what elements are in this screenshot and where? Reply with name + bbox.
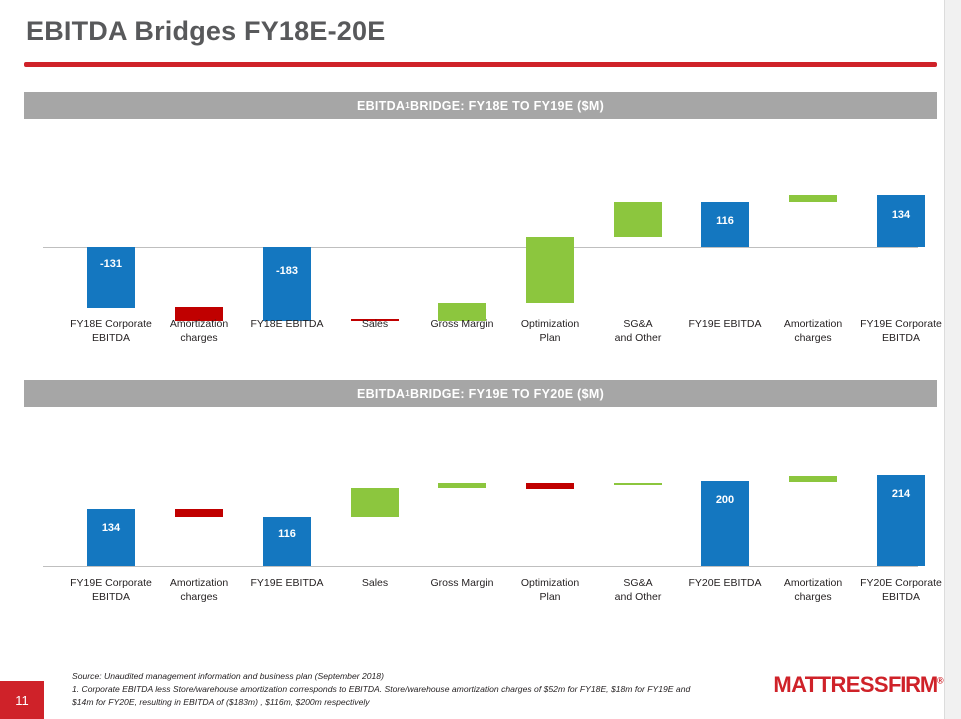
- chart-2-bar-label-fy20e-ebitda: 200: [715, 494, 735, 506]
- chart-2-zero-axis: [43, 566, 918, 567]
- chart-2-bar-gross-margin[interactable]: [438, 483, 486, 488]
- chart-2-category-label-9: FY20E Corporate EBITDA: [860, 577, 942, 604]
- chart-2-title-main: EBITDA: [356, 386, 406, 401]
- chart-1-title-footnote-marker: 1: [405, 101, 411, 110]
- chart-1-category-label-2: FY18E EBITDA: [250, 318, 324, 330]
- chart-1-bar-label-fy18e-corporate-ebitda: -131: [99, 258, 123, 270]
- chart-2-category-label-7: FY20E EBITDA: [688, 577, 762, 589]
- logo-registered-mark: ®: [936, 675, 943, 686]
- chart-2-title-footnote-marker: 1: [405, 389, 411, 398]
- footnote-line: 1. Corporate EBITDA less Store/warehouse amortization corresponds to EBITDA. Store/warehouse amortization charges of $52m for FY18E, $18m for FY19E and $14m for FY20E, resulting in EBITDA of ($183m) , $116m, $200m respectively: [72, 683, 691, 707]
- page-number-badge: 11: [0, 681, 44, 719]
- chart-2-plot: [24, 415, 942, 610]
- chart-1-bar-label-fy18e-ebitda: -183: [275, 265, 299, 277]
- chart-2-header: [24, 380, 937, 407]
- chart-2-category-label-6: SG&A and Other: [614, 577, 662, 604]
- chart-2-bar-fy19e-ebitda[interactable]: [263, 517, 311, 566]
- chart-panel-2: [24, 380, 942, 610]
- chart-1-bar-fy19e-corporate-ebitda[interactable]: [877, 195, 925, 247]
- chart-2-bar-sga-and-other[interactable]: [614, 483, 662, 485]
- chart-1-header: [24, 92, 937, 119]
- company-logo: [773, 672, 943, 698]
- footer-notes: [72, 670, 692, 709]
- chart-1-bar-fy18e-corporate-ebitda[interactable]: [87, 247, 135, 308]
- chart-1-zero-axis: [43, 247, 918, 248]
- chart-1-title-rest: BRIDGE: FY18E TO FY19E ($M): [410, 98, 605, 113]
- chart-1-category-label-3: Sales: [361, 318, 389, 330]
- chart-2-category-label-8: Amortization charges: [783, 577, 843, 604]
- chart-2-category-label-2: FY19E EBITDA: [250, 577, 324, 589]
- chart-1-bar-sga-and-other[interactable]: [614, 202, 662, 237]
- chart-1-category-label-5: Optimization Plan: [520, 318, 580, 345]
- chart-1-bar-label-fy19e-ebitda: 116: [716, 215, 734, 227]
- source-line: Source: Unaudited management information and business plan (September 2018): [72, 671, 384, 681]
- chart-2-bar-label-fy19e-ebitda: 116: [278, 528, 296, 540]
- chart-panel-1: [24, 92, 942, 352]
- chart-2-bar-optimization-plan[interactable]: [526, 483, 574, 489]
- chart-1-bar-optimization-plan[interactable]: [526, 237, 574, 303]
- chart-1-category-label-4: Gross Margin: [430, 318, 494, 330]
- chart-2-category-label-0: FY19E Corporate EBITDA: [70, 577, 152, 604]
- chart-1-bar-amortization-charges-2[interactable]: [789, 195, 837, 202]
- chart-2-bar-label-fy20e-corporate-ebitda: 214: [891, 488, 911, 500]
- chart-2-bar-label-fy19e-corporate-ebitda: 134: [101, 522, 121, 534]
- logo-text-firm: FIRM: [887, 672, 937, 697]
- chart-2-bar-sales[interactable]: [351, 488, 399, 517]
- chart-1-plot: [24, 127, 942, 352]
- title-divider: [24, 62, 937, 67]
- page-title: EBITDA Bridges FY18E-20E: [26, 16, 386, 46]
- logo-text-mattress: MATTRESS: [773, 672, 888, 697]
- chart-2-category-label-4: Gross Margin: [430, 577, 494, 589]
- chart-1-category-label-7: FY19E EBITDA: [688, 318, 762, 330]
- chart-2-bar-amortization-charges-1[interactable]: [175, 509, 223, 517]
- chart-1-title-main: EBITDA: [356, 98, 406, 113]
- chart-1-category-label-6: SG&A and Other: [614, 318, 662, 345]
- slide-right-edge: [944, 0, 961, 719]
- chart-2-bar-amortization-charges-2[interactable]: [789, 476, 837, 482]
- chart-2-category-label-5: Optimization Plan: [520, 577, 580, 604]
- chart-1-category-label-1: Amortization charges: [169, 318, 229, 345]
- chart-1-category-label-8: Amortization charges: [783, 318, 843, 345]
- chart-2-category-label-3: Sales: [361, 577, 389, 589]
- chart-1-bar-fy18e-ebitda[interactable]: [263, 247, 311, 321]
- chart-2-category-label-1: Amortization charges: [169, 577, 229, 604]
- chart-1-bar-label-fy19e-corporate-ebitda: 134: [891, 209, 911, 221]
- chart-1-category-label-9: FY19E Corporate EBITDA: [860, 318, 942, 345]
- chart-2-bar-fy19e-corporate-ebitda[interactable]: [87, 509, 135, 566]
- chart-2-title-rest: BRIDGE: FY19E TO FY20E ($M): [410, 386, 605, 401]
- chart-1-category-label-0: FY18E Corporate EBITDA: [70, 318, 152, 345]
